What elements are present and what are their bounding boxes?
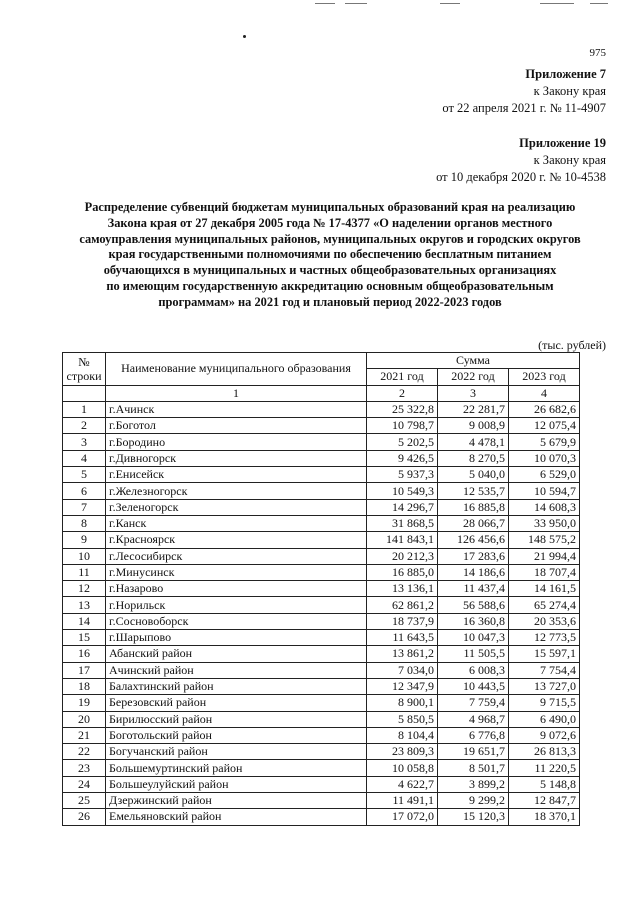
value-2023-cell: 9 715,5 — [509, 695, 580, 711]
row-number-cell: 14 — [63, 613, 106, 629]
municipality-name-cell: Большеулуйский район — [106, 776, 367, 792]
title-line: края государственными полномочиями по обеспечению бесплатным питанием — [108, 247, 552, 262]
title-line: Закона края от 27 декабря 2005 года № 17-4377 «О наделении органов местного — [107, 215, 553, 230]
value-2021-cell: 20 212,3 — [367, 548, 438, 564]
value-2023-cell: 26 813,3 — [509, 744, 580, 760]
row-number-cell: 2 — [63, 418, 106, 434]
table-row — [63, 515, 580, 531]
value-2022-cell: 15 120,3 — [438, 809, 509, 825]
value-2021-cell: 10 798,7 — [367, 418, 438, 434]
value-2021-cell: 13 861,2 — [367, 646, 438, 662]
column-number-cell — [63, 385, 106, 401]
value-2023-cell: 6 529,0 — [509, 467, 580, 483]
table-row — [63, 678, 580, 694]
value-2022-cell: 126 456,6 — [438, 532, 509, 548]
row-number-cell: 16 — [63, 646, 106, 662]
value-2021-cell: 25 322,8 — [367, 401, 438, 417]
value-2022-cell: 11 505,5 — [438, 646, 509, 662]
municipality-name-cell: г.Зеленогорск — [106, 499, 367, 515]
table-row — [63, 450, 580, 466]
row-number-cell: 25 — [63, 793, 106, 809]
page-number: 975 — [589, 47, 606, 59]
value-2021-cell: 10 058,8 — [367, 760, 438, 776]
header-year-2023: 2023 год — [509, 369, 580, 385]
row-number-cell: 15 — [63, 630, 106, 646]
value-2023-cell: 14 608,3 — [509, 499, 580, 515]
municipality-name-cell: г.Железногорск — [106, 483, 367, 499]
municipality-name-cell: Дзержинский район — [106, 793, 367, 809]
value-2023-cell: 6 490,0 — [509, 711, 580, 727]
municipality-name-cell: г.Назарово — [106, 581, 367, 597]
header-row-number: № строки — [63, 353, 106, 386]
value-2023-cell: 12 075,4 — [509, 418, 580, 434]
header-sum: Сумма — [367, 353, 580, 369]
municipality-name-cell: г.Бородино — [106, 434, 367, 450]
value-2023-cell: 9 072,6 — [509, 727, 580, 743]
row-number-cell: 10 — [63, 548, 106, 564]
table-row — [63, 548, 580, 564]
units-label: (тыс. рублей) — [538, 338, 606, 352]
municipality-name-cell: Абанский район — [106, 646, 367, 662]
municipality-name-cell: Богучанский район — [106, 744, 367, 760]
value-2022-cell: 16 885,8 — [438, 499, 509, 515]
table-row — [63, 597, 580, 613]
row-number-cell: 20 — [63, 711, 106, 727]
municipality-name-cell: Боготольский район — [106, 727, 367, 743]
value-2023-cell: 13 727,0 — [509, 678, 580, 694]
column-number-cell: 1 — [106, 385, 367, 401]
value-2021-cell: 5 202,5 — [367, 434, 438, 450]
row-number-cell: 18 — [63, 678, 106, 694]
value-2023-cell: 12 847,7 — [509, 793, 580, 809]
appendix-7-line2: от 22 апреля 2021 г. № 11-4907 — [442, 101, 606, 115]
value-2022-cell: 16 360,8 — [438, 613, 509, 629]
value-2021-cell: 11 643,5 — [367, 630, 438, 646]
municipality-name-cell: Емельяновский район — [106, 809, 367, 825]
table-row — [63, 532, 580, 548]
municipality-name-cell: г.Сосновоборск — [106, 613, 367, 629]
municipality-name-cell: г.Боготол — [106, 418, 367, 434]
title-line: Распределение субвенций бюджетам муниципальных образований края на реализацию — [84, 200, 576, 214]
row-number-cell: 26 — [63, 809, 106, 825]
value-2022-cell: 10 443,5 — [438, 678, 509, 694]
row-number-cell: 24 — [63, 776, 106, 792]
table-row — [63, 581, 580, 597]
municipality-name-cell: г.Канск — [106, 515, 367, 531]
header-year-2021: 2021 год — [367, 369, 438, 385]
table-row — [63, 418, 580, 434]
row-number-cell: 7 — [63, 499, 106, 515]
municipality-name-cell: Ачинский район — [106, 662, 367, 678]
value-2023-cell: 5 679,9 — [509, 434, 580, 450]
value-2021-cell: 62 861,2 — [367, 597, 438, 613]
municipality-name-cell: Березовский район — [106, 695, 367, 711]
row-number-cell: 11 — [63, 564, 106, 580]
value-2021-cell: 12 347,9 — [367, 678, 438, 694]
value-2023-cell: 15 597,1 — [509, 646, 580, 662]
value-2022-cell: 6 008,3 — [438, 662, 509, 678]
table-row — [63, 793, 580, 809]
row-number-cell: 23 — [63, 760, 106, 776]
row-number-cell: 8 — [63, 515, 106, 531]
value-2021-cell: 23 809,3 — [367, 744, 438, 760]
value-2021-cell: 4 622,7 — [367, 776, 438, 792]
value-2023-cell: 148 575,2 — [509, 532, 580, 548]
value-2021-cell: 18 737,9 — [367, 613, 438, 629]
value-2021-cell: 14 296,7 — [367, 499, 438, 515]
header-municipality-name: Наименование муниципального образования — [106, 353, 367, 386]
value-2023-cell: 21 994,4 — [509, 548, 580, 564]
header-year-2022: 2022 год — [438, 369, 509, 385]
municipality-name-cell: г.Енисейск — [106, 467, 367, 483]
value-2023-cell: 26 682,6 — [509, 401, 580, 417]
value-2021-cell: 8 104,4 — [367, 727, 438, 743]
table-row — [63, 434, 580, 450]
value-2023-cell: 5 148,8 — [509, 776, 580, 792]
value-2021-cell: 31 868,5 — [367, 515, 438, 531]
value-2023-cell: 20 353,6 — [509, 613, 580, 629]
value-2022-cell: 12 535,7 — [438, 483, 509, 499]
table-row — [63, 809, 580, 825]
table-row — [63, 695, 580, 711]
value-2023-cell: 11 220,5 — [509, 760, 580, 776]
value-2022-cell: 4 968,7 — [438, 711, 509, 727]
column-number-cell: 4 — [509, 385, 580, 401]
table-row — [63, 564, 580, 580]
appendix-7-block — [442, 66, 606, 117]
table-body — [63, 401, 580, 825]
value-2021-cell: 16 885,0 — [367, 564, 438, 580]
value-2021-cell: 8 900,1 — [367, 695, 438, 711]
appendix-7-line1: к Закону края — [533, 84, 606, 98]
row-number-cell: 21 — [63, 727, 106, 743]
row-number-cell: 6 — [63, 483, 106, 499]
municipality-name-cell: г.Норильск — [106, 597, 367, 613]
table-row — [63, 646, 580, 662]
title-line: по имеющим государственную аккредитацию основным общеобразовательным — [106, 278, 554, 293]
value-2022-cell: 19 651,7 — [438, 744, 509, 760]
row-number-cell: 13 — [63, 597, 106, 613]
value-2022-cell: 8 270,5 — [438, 450, 509, 466]
value-2022-cell: 3 899,2 — [438, 776, 509, 792]
appendix-19-line1: к Закону края — [533, 153, 606, 167]
value-2023-cell: 33 950,0 — [509, 515, 580, 531]
value-2022-cell: 8 501,7 — [438, 760, 509, 776]
value-2021-cell: 5 937,3 — [367, 467, 438, 483]
table-row — [63, 630, 580, 646]
municipality-name-cell: Балахтинский район — [106, 678, 367, 694]
row-number-cell: 22 — [63, 744, 106, 760]
value-2022-cell: 56 588,6 — [438, 597, 509, 613]
value-2022-cell: 7 759,4 — [438, 695, 509, 711]
row-number-cell: 12 — [63, 581, 106, 597]
municipality-name-cell: Большемуртинский район — [106, 760, 367, 776]
municipality-name-cell: Бирилюсский район — [106, 711, 367, 727]
appendix-7-title: Приложение 7 — [525, 67, 606, 81]
value-2023-cell: 65 274,4 — [509, 597, 580, 613]
appendix-19-line2: от 10 декабря 2020 г. № 10-4538 — [436, 170, 606, 184]
column-number-cell: 2 — [367, 385, 438, 401]
column-number-cell: 3 — [438, 385, 509, 401]
value-2021-cell: 13 136,1 — [367, 581, 438, 597]
scan-edge-marks — [0, 0, 638, 10]
value-2021-cell: 5 850,5 — [367, 711, 438, 727]
value-2022-cell: 22 281,7 — [438, 401, 509, 417]
table-row — [63, 401, 580, 417]
municipality-name-cell: г.Лесосибирск — [106, 548, 367, 564]
table-row — [63, 711, 580, 727]
value-2021-cell: 141 843,1 — [367, 532, 438, 548]
appendix-19-title: Приложение 19 — [519, 136, 606, 150]
municipality-name-cell: г.Дивногорск — [106, 450, 367, 466]
value-2023-cell: 18 370,1 — [509, 809, 580, 825]
row-number-cell: 19 — [63, 695, 106, 711]
value-2023-cell: 12 773,5 — [509, 630, 580, 646]
table-row — [63, 744, 580, 760]
row-number-cell: 4 — [63, 450, 106, 466]
row-number-cell: 3 — [63, 434, 106, 450]
document-title — [50, 200, 610, 311]
municipality-name-cell: г.Красноярск — [106, 532, 367, 548]
row-number-cell: 9 — [63, 532, 106, 548]
municipality-name-cell: г.Шарыпово — [106, 630, 367, 646]
value-2022-cell: 5 040,0 — [438, 467, 509, 483]
value-2023-cell: 10 070,3 — [509, 450, 580, 466]
value-2022-cell: 9 008,9 — [438, 418, 509, 434]
value-2022-cell: 11 437,4 — [438, 581, 509, 597]
value-2023-cell: 7 754,4 — [509, 662, 580, 678]
scan-speck — [243, 35, 246, 38]
municipality-name-cell: г.Ачинск — [106, 401, 367, 417]
title-line: самоуправления муниципальных районов, муниципальных округов и городских округов — [79, 231, 581, 246]
title-line: обучающихся в муниципальных и частных общеобразовательных организациях — [103, 263, 557, 278]
row-number-cell: 5 — [63, 467, 106, 483]
value-2021-cell: 10 549,3 — [367, 483, 438, 499]
value-2021-cell: 9 426,5 — [367, 450, 438, 466]
table-row — [63, 613, 580, 629]
table-row — [63, 760, 580, 776]
title-line: программам» на 2021 год и плановый период 2022-2023 годов — [158, 294, 502, 309]
table-row — [63, 776, 580, 792]
table-row — [63, 467, 580, 483]
value-2021-cell: 7 034,0 — [367, 662, 438, 678]
table-row — [63, 483, 580, 499]
value-2022-cell: 17 283,6 — [438, 548, 509, 564]
table-row — [63, 499, 580, 515]
value-2021-cell: 11 491,1 — [367, 793, 438, 809]
row-number-cell: 1 — [63, 401, 106, 417]
value-2022-cell: 14 186,6 — [438, 564, 509, 580]
value-2022-cell: 6 776,8 — [438, 727, 509, 743]
table-row — [63, 727, 580, 743]
municipality-name-cell: г.Минусинск — [106, 564, 367, 580]
table-row — [63, 662, 580, 678]
appendix-19-block — [436, 135, 606, 186]
value-2022-cell: 28 066,7 — [438, 515, 509, 531]
subsidy-table — [62, 352, 580, 826]
value-2023-cell: 14 161,5 — [509, 581, 580, 597]
value-2022-cell: 9 299,2 — [438, 793, 509, 809]
value-2023-cell: 18 707,4 — [509, 564, 580, 580]
value-2023-cell: 10 594,7 — [509, 483, 580, 499]
value-2021-cell: 17 072,0 — [367, 809, 438, 825]
value-2022-cell: 4 478,1 — [438, 434, 509, 450]
value-2022-cell: 10 047,3 — [438, 630, 509, 646]
row-number-cell: 17 — [63, 662, 106, 678]
